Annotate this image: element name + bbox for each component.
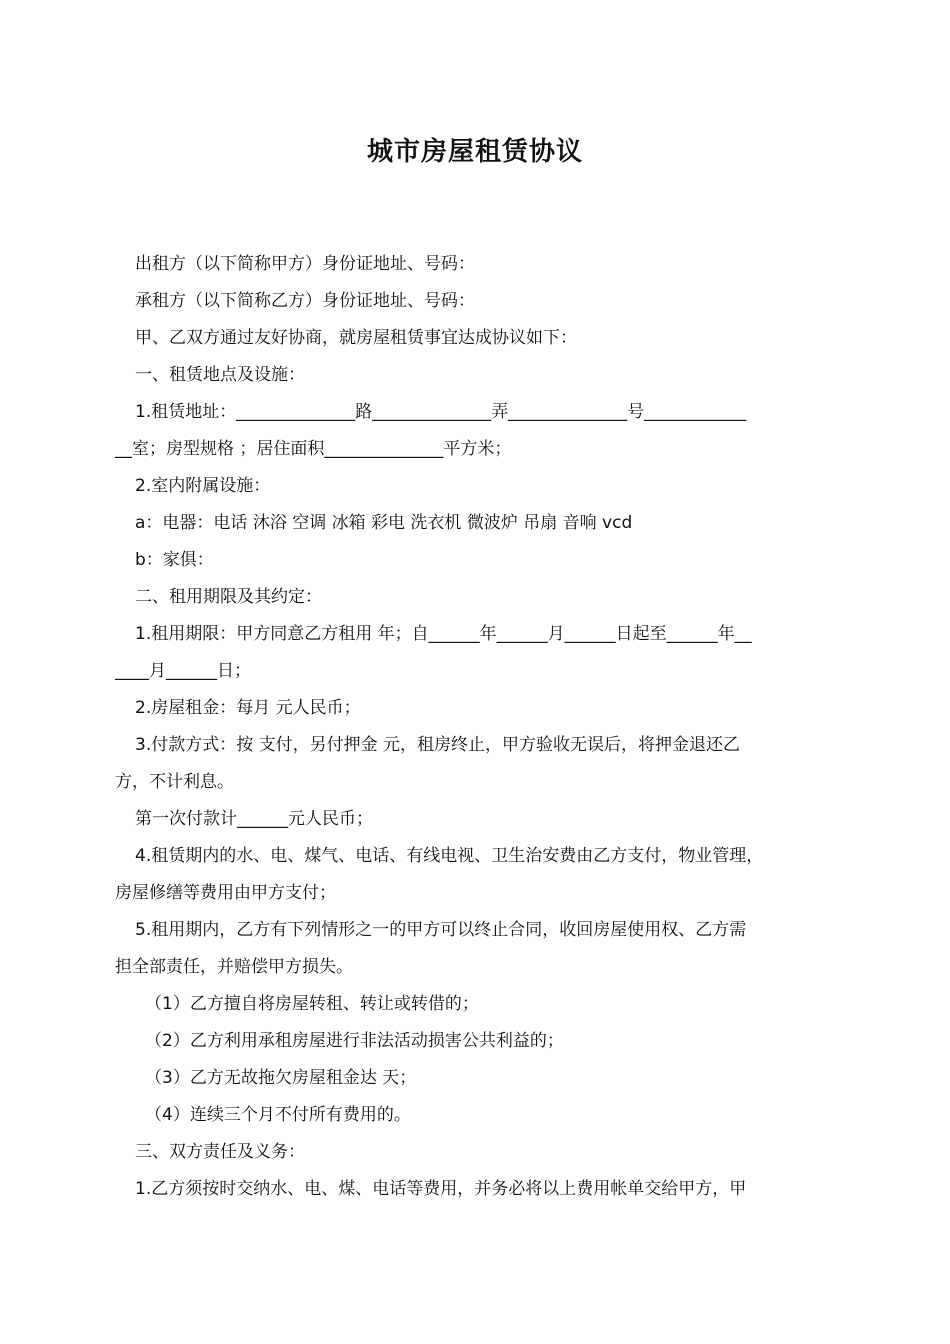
document-line: 1.租赁地址：______________路______________弄______________号____________ (135, 402, 747, 422)
document-line: 二、租用期限及其约定： (135, 587, 322, 607)
document-line: （3）乙方无故拖欠房屋租金达 天； (145, 1068, 417, 1088)
document-line: 1.租用期限：甲方同意乙方租用 年；自______年______月______日起至______年__ (135, 624, 752, 644)
document-line: 4.租赁期内的水、电、煤气、电话、有线电视、卫生治安费由乙方支付，物业管理， (135, 846, 764, 866)
document-line: 1.乙方须按时交纳水、电、煤、电话等费用，并务必将以上费用帐单交给甲方，甲 (135, 1179, 747, 1199)
document-line: 甲、乙双方通过友好协商，就房屋租赁事宜达成协议如下： (135, 328, 577, 348)
document-line: b：家俱： (135, 550, 214, 570)
document-line: 3.付款方式：按 支付，另付押金 元，租房终止，甲方验收无误后，将押金退还乙 (135, 735, 741, 755)
document-line: 一、租赁地点及设施： (135, 365, 305, 385)
document-line: __室；房型规格 ；居住面积______________平方米； (115, 439, 512, 459)
document-line: 承租方（以下简称乙方）身份证地址、号码： (135, 291, 475, 311)
document-line: 房屋修缮等费用由甲方支付； (115, 883, 336, 903)
document-line: （2）乙方利用承租房屋进行非法活动损害公共利益的； (145, 1031, 564, 1051)
document-body (115, 246, 845, 1208)
document-line: 三、双方责任及义务： (135, 1142, 305, 1162)
document-line: 出租方（以下简称甲方）身份证地址、号码： (135, 254, 475, 274)
document-line: （1）乙方擅自将房屋转租、转让或转借的； (145, 994, 479, 1014)
document-line: 第一次付款计______元人民币； (135, 809, 373, 829)
document-line: 2.室内附属设施： (135, 476, 271, 496)
document-line: （4）连续三个月不付所有费用的。 (145, 1105, 411, 1125)
document-line: 方，不计利息。 (115, 772, 234, 792)
document-title: 城市房屋租赁协议 (366, 137, 583, 167)
document-line: 2.房屋租金：每月 元人民币； (135, 698, 361, 718)
document-line: 5.租用期内，乙方有下列情形之一的甲方可以终止合同，收回房屋使用权、乙方需 (135, 920, 747, 940)
document-line: ____月______日； (115, 661, 251, 681)
document-line: a：电器：电话 沐浴 空调 冰箱 彩电 洗衣机 微波炉 吊扇 音响 vcd (135, 513, 633, 533)
document-line: 担全部责任，并赔偿甲方损失。 (115, 957, 353, 977)
